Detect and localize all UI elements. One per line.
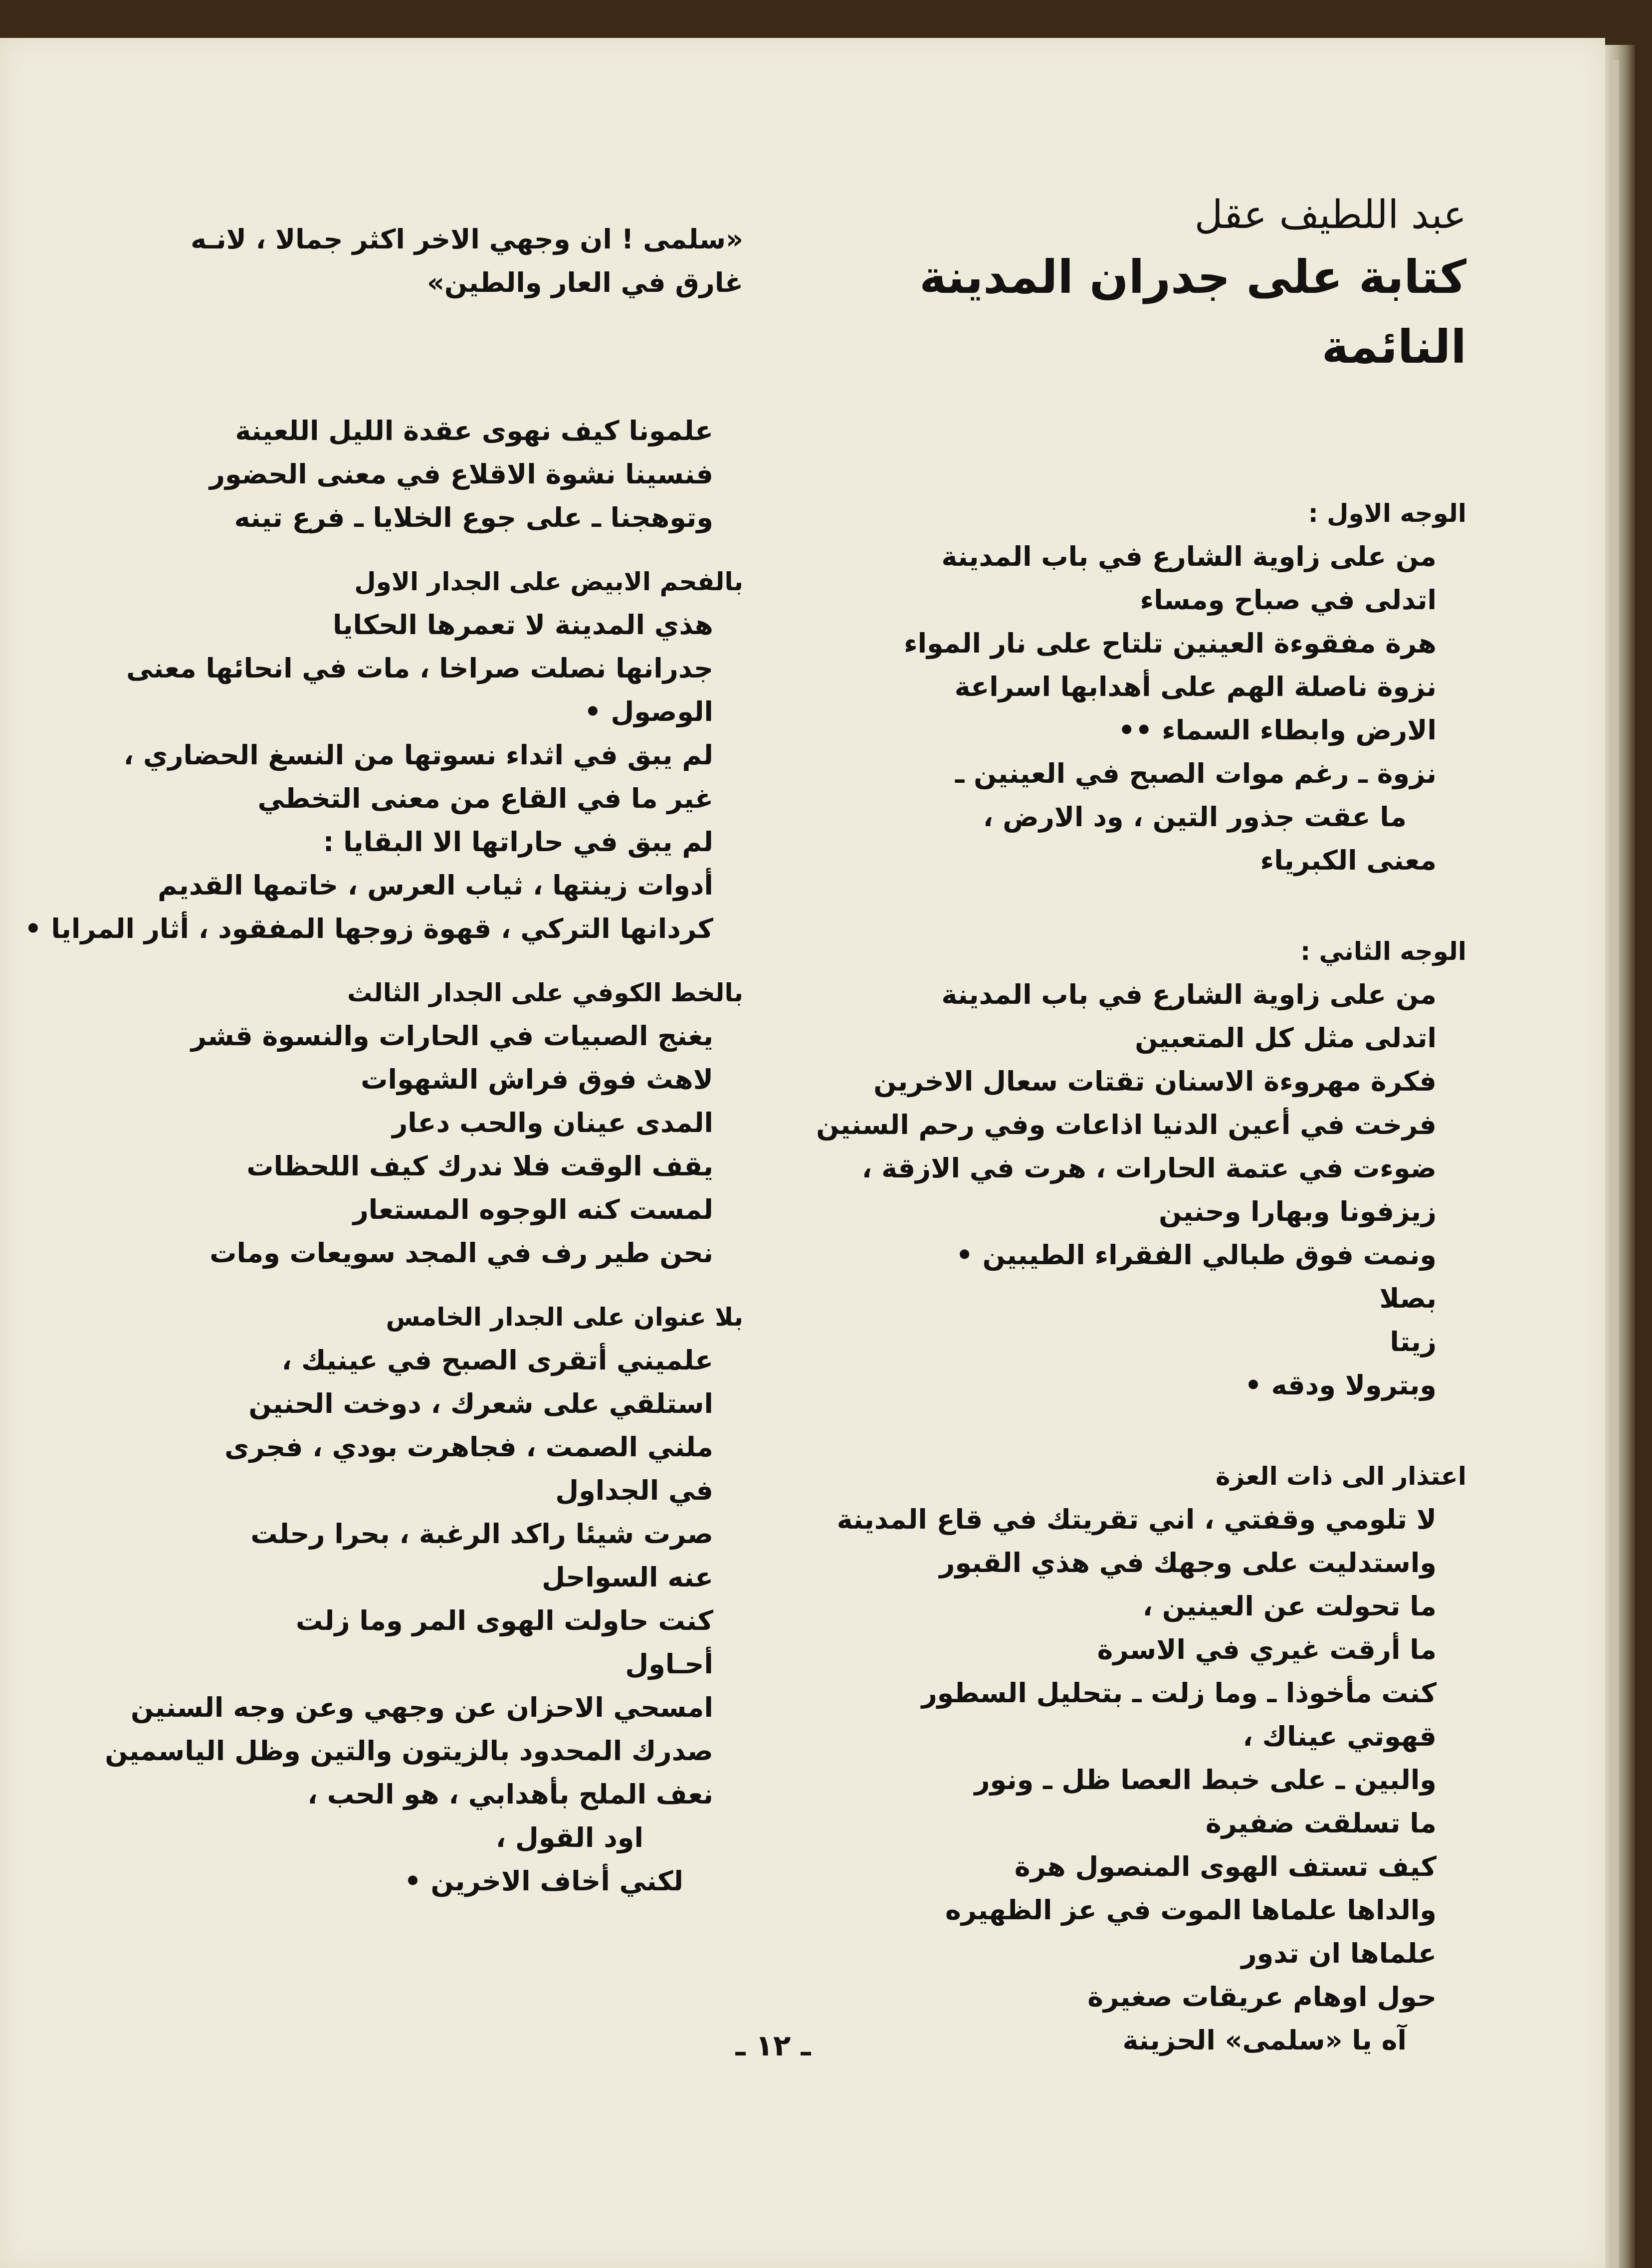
page-number: ـ ١٢ ـ <box>735 2029 811 2062</box>
poem-line: ونمت فوق طبالي الفقراء الطيبين • <box>956 1239 1437 1271</box>
poem-line: علماها ان تدور <box>1241 1938 1437 1969</box>
poem-line: زيتا <box>1390 1326 1437 1358</box>
book-page-edge-line <box>1612 60 1619 2268</box>
book-page-edges <box>1605 45 1635 2268</box>
poem-line: نعف الملح بأهدابي ، هو الحب ، <box>307 1779 713 1810</box>
poem-line: كنت حاولت الهوى المر وما زلت <box>296 1605 713 1636</box>
poem-line: لكني أخاف الاخرين • <box>404 1865 683 1897</box>
poem-line: الوصول • <box>584 696 713 727</box>
stanza-gap <box>778 882 1466 930</box>
poem-line: صرت شيئا راكد الرغبة ، بحرا رحلت <box>250 1518 713 1550</box>
author-name: عبد اللطيف عقل <box>1194 193 1466 237</box>
poem-line: علمونا كيف نهوى عقدة الليل اللعينة <box>235 415 713 447</box>
poem-line: أحـاول <box>625 1648 713 1680</box>
section-heading: اعتذار الى ذات العزة <box>1215 1462 1466 1491</box>
poem-line: بصلا <box>1379 1283 1437 1314</box>
poem-line: عنه السواحل <box>542 1562 713 1593</box>
poem-line: ما تحولت عن العينين ، <box>1142 1590 1437 1622</box>
poem-line: جدرانها نصلت صراخا ، مات في انحائها معنى <box>126 653 713 684</box>
poem-line: زيزفونا وبهارا وحنين <box>1159 1196 1437 1227</box>
poem-line: يغنج الصبيات في الحارات والنسوة قشر <box>191 1020 713 1052</box>
poem-line: لم يبق في اثداء نسوتها من النسغ الحضاري ، <box>123 739 713 771</box>
poem-line: والداها علماها الموت في عز الظهيره <box>945 1894 1437 1926</box>
poem-line: الارض وابطاء السماء •• <box>1118 714 1437 746</box>
poem-line: اتدلى مثل كل المتعبين <box>1135 1022 1437 1054</box>
poem-line: قهوتي عيناك ، <box>1242 1721 1437 1752</box>
poem-line: في الجداول <box>555 1475 713 1506</box>
poem-line: اود القول ، <box>495 1822 643 1853</box>
poem-line: وتوهجنا ـ على جوع الخلايا ـ فرع تينه <box>234 502 713 533</box>
poem-line: المدى عينان والحب دعار <box>392 1107 713 1138</box>
stanza-gap <box>90 539 743 560</box>
poem-line: هذي المدينة لا تعمرها الحكايا <box>333 609 713 641</box>
section-heading: الوجه الاول : <box>1308 499 1466 528</box>
document-page <box>0 38 1605 2268</box>
stanza-gap <box>90 1275 743 1296</box>
section-heading: بلا عنوان على الجدار الخامس <box>386 1303 743 1332</box>
poem-line: آه يا «سلمى» الحزينة <box>1122 2025 1407 2056</box>
poem-line: ما تسلقت ضفيرة <box>1205 1808 1437 1839</box>
poem-line: لمست كنه الوجوه المستعار <box>353 1194 713 1225</box>
stanza-gap <box>90 950 743 971</box>
poem-line: اتدلى في صباح ومساء <box>1140 584 1437 616</box>
poem-line: علميني أتقرى الصبح في عينيك ، <box>281 1345 713 1376</box>
poem-line: نزوة ـ رغم موات الصبح في العينين ـ <box>955 758 1437 789</box>
poem-line: لم يبق في حاراتها الا البقايا : <box>323 826 713 858</box>
poem-title: كتابة على جدران المدينة النائمة <box>919 250 1466 374</box>
poem-line: هرة مفقوءة العينين تلتاح على نار المواء <box>904 628 1437 659</box>
poem-line: من على زاوية الشارع في باب المدينة <box>941 979 1437 1010</box>
poem-line: حول اوهام عريقات صغيرة <box>1087 1981 1437 2013</box>
section-heading: الوجه الثاني : <box>1300 937 1466 966</box>
poem-line: لا تلومي وقفتي ، اني تقريتك في قاع المدينة <box>836 1504 1437 1535</box>
stanza-gap <box>778 1407 1466 1455</box>
poem-line: ما عقت جذور التين ، ود الارض ، <box>983 801 1407 833</box>
poem-line: غير ما في القاع من معنى التخطي <box>257 783 713 814</box>
poem-line: ضوءت في عتمة الحارات ، هرت في الازقة ، <box>861 1152 1437 1184</box>
poem-line: «سلمى ! ان وجهي الاخر اكثر جمالا ، لانـه <box>191 224 743 255</box>
poem-line: استلقي على شعرك ، دوخت الحنين <box>248 1388 713 1419</box>
poem-line: لاهث فوق فراش الشهوات <box>361 1064 713 1095</box>
poem-line: ملني الصمت ، فجاهرت بودي ، فجرى <box>224 1431 713 1463</box>
section-heading: بالفحم الابيض على الجدار الاول <box>354 567 743 596</box>
poem-line: واستدليت على وجهك في هذي القبور <box>939 1547 1437 1579</box>
poem-line: من على زاوية الشارع في باب المدينة <box>941 541 1437 572</box>
left-column <box>24 218 743 1903</box>
left-column-body <box>24 218 743 1903</box>
poem-line: ما أرقت غيري في الاسرة <box>1097 1634 1437 1665</box>
poem-line: امسحي الاحزان عن وجهي وعن وجه السنين <box>130 1692 713 1723</box>
poem-line: يقف الوقت فلا ندرك كيف اللحظات <box>246 1150 713 1182</box>
poem-line: كيف تستف الهوى المنصول هرة <box>1014 1851 1437 1882</box>
poem-line: معنى الكبرياء <box>1260 845 1437 876</box>
poem-line: فرخت في أعين الدنيا اذاعات وفي رحم السنين <box>816 1109 1437 1140</box>
poem-line: غارق في العار والطين» <box>426 267 743 298</box>
stanza-gap <box>90 304 743 409</box>
poem-line: أدوات زينتها ، ثياب العرس ، خاتمها القديم <box>158 870 713 901</box>
poem-line: كنت مأخوذا ـ وما زلت ـ بتحليل السطور <box>921 1677 1437 1709</box>
poem-line: كردانها التركي ، قهوة زوجها المفقود ، أثار المرايا • <box>24 913 713 944</box>
poem-line: نحن طير رف في المجد سويعات ومات <box>209 1237 713 1269</box>
section-heading: بالخط الكوفي على الجدار الثالث <box>347 978 743 1007</box>
poem-line: والبين ـ على خبط العصا ظل ـ ونور <box>974 1764 1437 1796</box>
poem-line: صدرك المحدود بالزيتون والتين وظل الياسمين <box>105 1735 713 1767</box>
poem-line: نزوة ناصلة الهم على أهدابها اسراعة <box>954 671 1437 702</box>
right-column-body <box>778 492 1466 2062</box>
right-column <box>778 188 1466 2062</box>
poem-line: فنسينا نشوة الاقلاع في معنى الحضور <box>209 458 713 490</box>
poem-line: فكرة مهروءة الاسنان تقتات سعال الاخرين <box>873 1066 1437 1097</box>
poem-line: وبترولا ودقه • <box>1244 1369 1437 1401</box>
